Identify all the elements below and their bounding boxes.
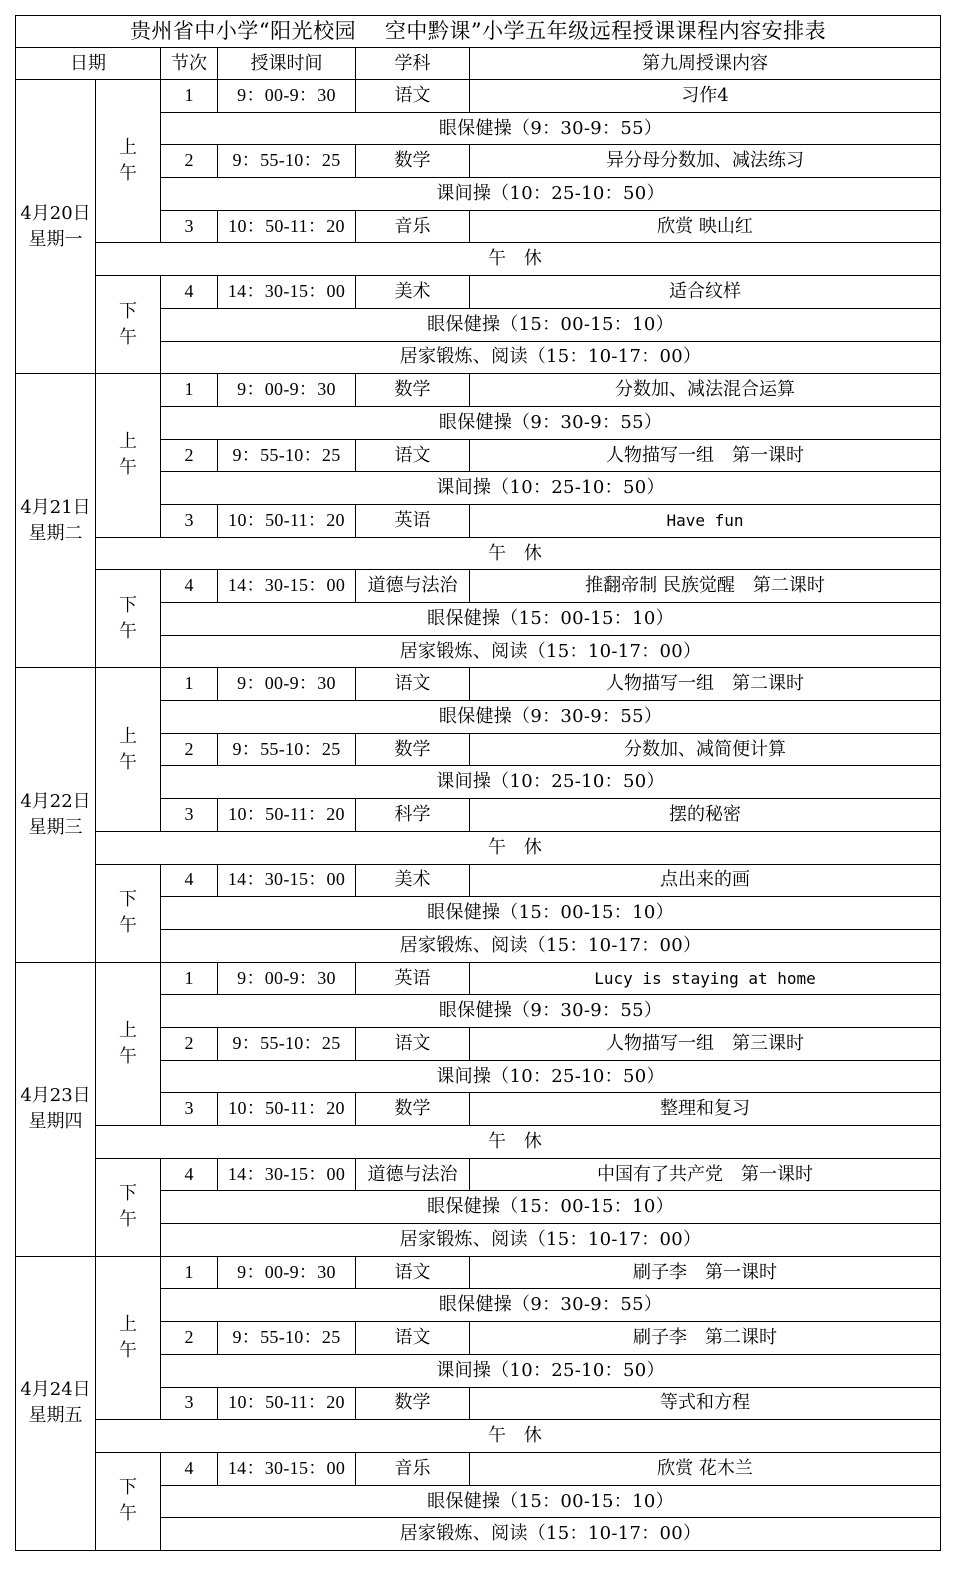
period-number: 1 xyxy=(161,1256,218,1289)
morning-text: 上 午 xyxy=(119,725,137,773)
class-time: 9：00-9：30 xyxy=(218,80,356,113)
subject: 道德与法治 xyxy=(356,570,470,603)
day-weekday: 星期一 xyxy=(28,228,83,250)
subject: 数学 xyxy=(356,733,470,766)
table-row xyxy=(16,537,941,570)
eye-exercise-afternoon: 眼保健操（15：00-15：10） xyxy=(161,897,941,930)
day-date: 4月23日 xyxy=(20,1085,91,1107)
period-number: 4 xyxy=(161,1158,218,1191)
subject: 数学 xyxy=(356,1093,470,1126)
subject: 数学 xyxy=(356,374,470,407)
period-number: 3 xyxy=(161,799,218,832)
lesson-content: 摆的秘密 xyxy=(470,799,941,832)
lunch-break: 午 休 xyxy=(96,1420,941,1453)
eye-exercise-morning: 眼保健操（9：30-9：55） xyxy=(161,406,941,439)
class-time: 9：55-10：25 xyxy=(218,439,356,472)
period-number: 3 xyxy=(161,1093,218,1126)
class-time: 10：50-11：20 xyxy=(218,504,356,537)
lesson-content: 等式和方程 xyxy=(470,1387,941,1420)
table-row xyxy=(16,831,941,864)
subject: 音乐 xyxy=(356,210,470,243)
subject: 语文 xyxy=(356,668,470,701)
eye-exercise-afternoon: 眼保健操（15：00-15：10） xyxy=(161,308,941,341)
table-row xyxy=(16,374,941,407)
morning-label xyxy=(96,668,161,831)
class-time: 10：50-11：20 xyxy=(218,799,356,832)
table-row xyxy=(16,1158,941,1191)
subject: 数学 xyxy=(356,1387,470,1420)
morning-text: 上 午 xyxy=(119,431,137,479)
subject: 语文 xyxy=(356,80,470,113)
home-activity: 居家锻炼、阅读（15：10-17：00） xyxy=(161,635,941,668)
period-number: 3 xyxy=(161,504,218,537)
period-number: 1 xyxy=(161,80,218,113)
lesson-content: 刷子李 第二课时 xyxy=(470,1322,941,1355)
lesson-content: 点出来的画 xyxy=(470,864,941,897)
home-activity: 居家锻炼、阅读（15：10-17：00） xyxy=(161,341,941,374)
table-row xyxy=(16,276,941,309)
class-time: 9：55-10：25 xyxy=(218,145,356,178)
period-number: 4 xyxy=(161,864,218,897)
class-time: 14：30-15：00 xyxy=(218,570,356,603)
lesson-content: 异分母分数加、减法练习 xyxy=(470,145,941,178)
class-time: 10：50-11：20 xyxy=(218,1387,356,1420)
day-weekday: 星期四 xyxy=(28,1111,83,1133)
subject: 美术 xyxy=(356,276,470,309)
day-cell xyxy=(16,374,96,668)
lesson-content: 习作4 xyxy=(470,80,941,113)
eye-exercise-morning: 眼保健操（9：30-9：55） xyxy=(161,701,941,734)
day-weekday: 星期五 xyxy=(28,1405,83,1427)
period-number: 1 xyxy=(161,668,218,701)
class-time: 9：55-10：25 xyxy=(218,733,356,766)
subject: 音乐 xyxy=(356,1452,470,1485)
afternoon-text: 下 午 xyxy=(119,888,137,937)
morning-text: 上 午 xyxy=(119,1019,137,1067)
class-time: 9：00-9：30 xyxy=(218,668,356,701)
eye-exercise-morning: 眼保健操（9：30-9：55） xyxy=(161,995,941,1028)
lesson-content: 分数加、减简便计算 xyxy=(470,733,941,766)
lesson-content: 刷子李 第一课时 xyxy=(470,1256,941,1289)
day-cell xyxy=(16,962,96,1256)
table-row xyxy=(16,1420,941,1453)
subject: 英语 xyxy=(356,962,470,995)
subject: 道德与法治 xyxy=(356,1158,470,1191)
day-weekday: 星期三 xyxy=(28,816,83,838)
class-time: 10：50-11：20 xyxy=(218,210,356,243)
class-time: 14：30-15：00 xyxy=(218,276,356,309)
subject: 数学 xyxy=(356,145,470,178)
lesson-content: Have fun xyxy=(470,504,941,537)
break-exercise: 课间操（10：25-10：50） xyxy=(161,1060,941,1093)
schedule-sheet xyxy=(15,15,940,1563)
day-date: 4月20日 xyxy=(20,202,91,224)
home-activity: 居家锻炼、阅读（15：10-17：00） xyxy=(161,1518,941,1551)
lesson-content: 人物描写一组 第一课时 xyxy=(470,439,941,472)
period-number: 2 xyxy=(161,1322,218,1355)
table-row xyxy=(16,962,941,995)
lunch-break: 午 休 xyxy=(96,1126,941,1159)
table-row xyxy=(16,243,941,276)
break-exercise: 课间操（10：25-10：50） xyxy=(161,178,941,211)
class-time: 14：30-15：00 xyxy=(218,1158,356,1191)
lunch-break: 午 休 xyxy=(96,831,941,864)
page-title: 贵州省中小学“阳光校园 空中黔课”小学五年级远程授课课程内容安排表 xyxy=(16,16,941,48)
lesson-content: 推翻帝制 民族觉醒 第二课时 xyxy=(470,570,941,603)
subject: 语文 xyxy=(356,1322,470,1355)
break-exercise: 课间操（10：25-10：50） xyxy=(161,472,941,505)
afternoon-label xyxy=(96,1452,161,1550)
afternoon-text: 下 午 xyxy=(119,300,137,348)
period-number: 4 xyxy=(161,1452,218,1485)
period-number: 2 xyxy=(161,439,218,472)
lesson-content: 欣赏 映山红 xyxy=(470,210,941,243)
period-number: 4 xyxy=(161,276,218,309)
table-row xyxy=(16,1256,941,1289)
morning-label xyxy=(96,80,161,243)
morning-text: 上 午 xyxy=(119,137,137,185)
lesson-content: 分数加、减法混合运算 xyxy=(470,374,941,407)
afternoon-label xyxy=(96,864,161,962)
day-cell xyxy=(16,80,96,374)
class-time: 9：55-10：25 xyxy=(218,1027,356,1060)
eye-exercise-afternoon: 眼保健操（15：00-15：10） xyxy=(161,603,941,636)
afternoon-label xyxy=(96,1158,161,1256)
lunch-break: 午 休 xyxy=(96,537,941,570)
header-subject: 学科 xyxy=(356,48,470,80)
lesson-content: 人物描写一组 第二课时 xyxy=(470,668,941,701)
subject: 科学 xyxy=(356,799,470,832)
afternoon-label xyxy=(96,570,161,668)
afternoon-text: 下 午 xyxy=(119,594,137,642)
morning-text: 上 午 xyxy=(119,1313,137,1361)
morning-label xyxy=(96,374,161,537)
period-number: 2 xyxy=(161,733,218,766)
subject: 语文 xyxy=(356,1027,470,1060)
subject: 语文 xyxy=(356,439,470,472)
day-date: 4月21日 xyxy=(20,496,91,518)
header-content: 第九周授课内容 xyxy=(470,48,941,80)
period-number: 1 xyxy=(161,374,218,407)
class-time: 9：00-9：30 xyxy=(218,1256,356,1289)
lesson-content: Lucy is staying at home xyxy=(470,962,941,995)
table-row xyxy=(16,570,941,603)
home-activity: 居家锻炼、阅读（15：10-17：00） xyxy=(161,929,941,962)
period-number: 1 xyxy=(161,962,218,995)
class-time: 9：00-9：30 xyxy=(218,374,356,407)
period-number: 3 xyxy=(161,1387,218,1420)
header-time: 授课时间 xyxy=(218,48,356,80)
subject: 英语 xyxy=(356,504,470,537)
break-exercise: 课间操（10：25-10：50） xyxy=(161,766,941,799)
lesson-content: 适合纹样 xyxy=(470,276,941,309)
table-row xyxy=(16,1126,941,1159)
table-row xyxy=(16,1452,941,1485)
eye-exercise-afternoon: 眼保健操（15：00-15：10） xyxy=(161,1485,941,1518)
lesson-content: 中国有了共产党 第一课时 xyxy=(470,1158,941,1191)
class-time: 14：30-15：00 xyxy=(218,1452,356,1485)
class-time: 10：50-11：20 xyxy=(218,1093,356,1126)
lesson-content: 人物描写一组 第三课时 xyxy=(470,1027,941,1060)
afternoon-text: 下 午 xyxy=(119,1477,137,1525)
class-time: 14：30-15：00 xyxy=(218,864,356,897)
lesson-content: 整理和复习 xyxy=(470,1093,941,1126)
day-weekday: 星期二 xyxy=(28,522,83,544)
table-row xyxy=(16,668,941,701)
period-number: 3 xyxy=(161,210,218,243)
afternoon-label xyxy=(96,276,161,374)
class-time: 9：55-10：25 xyxy=(218,1322,356,1355)
subject: 语文 xyxy=(356,1256,470,1289)
table-row xyxy=(16,864,941,897)
afternoon-text: 下 午 xyxy=(119,1183,137,1231)
eye-exercise-afternoon: 眼保健操（15：00-15：10） xyxy=(161,1191,941,1224)
day-cell xyxy=(16,668,96,962)
period-number: 2 xyxy=(161,145,218,178)
eye-exercise-morning: 眼保健操（9：30-9：55） xyxy=(161,1289,941,1322)
day-cell xyxy=(16,1256,96,1550)
schedule-table xyxy=(15,15,941,1551)
lunch-break: 午 休 xyxy=(96,243,941,276)
header-date: 日期 xyxy=(16,48,161,80)
day-date: 4月22日 xyxy=(20,790,91,812)
period-number: 4 xyxy=(161,570,218,603)
class-time: 9：00-9：30 xyxy=(218,962,356,995)
header-period: 节次 xyxy=(161,48,218,80)
lesson-content: 欣赏 花木兰 xyxy=(470,1452,941,1485)
period-number: 2 xyxy=(161,1027,218,1060)
morning-label xyxy=(96,1256,161,1419)
table-row xyxy=(16,80,941,113)
eye-exercise-morning: 眼保健操（9：30-9：55） xyxy=(161,112,941,145)
home-activity: 居家锻炼、阅读（15：10-17：00） xyxy=(161,1224,941,1257)
day-date: 4月24日 xyxy=(20,1379,91,1401)
subject: 美术 xyxy=(356,864,470,897)
morning-label xyxy=(96,962,161,1125)
break-exercise: 课间操（10：25-10：50） xyxy=(161,1354,941,1387)
